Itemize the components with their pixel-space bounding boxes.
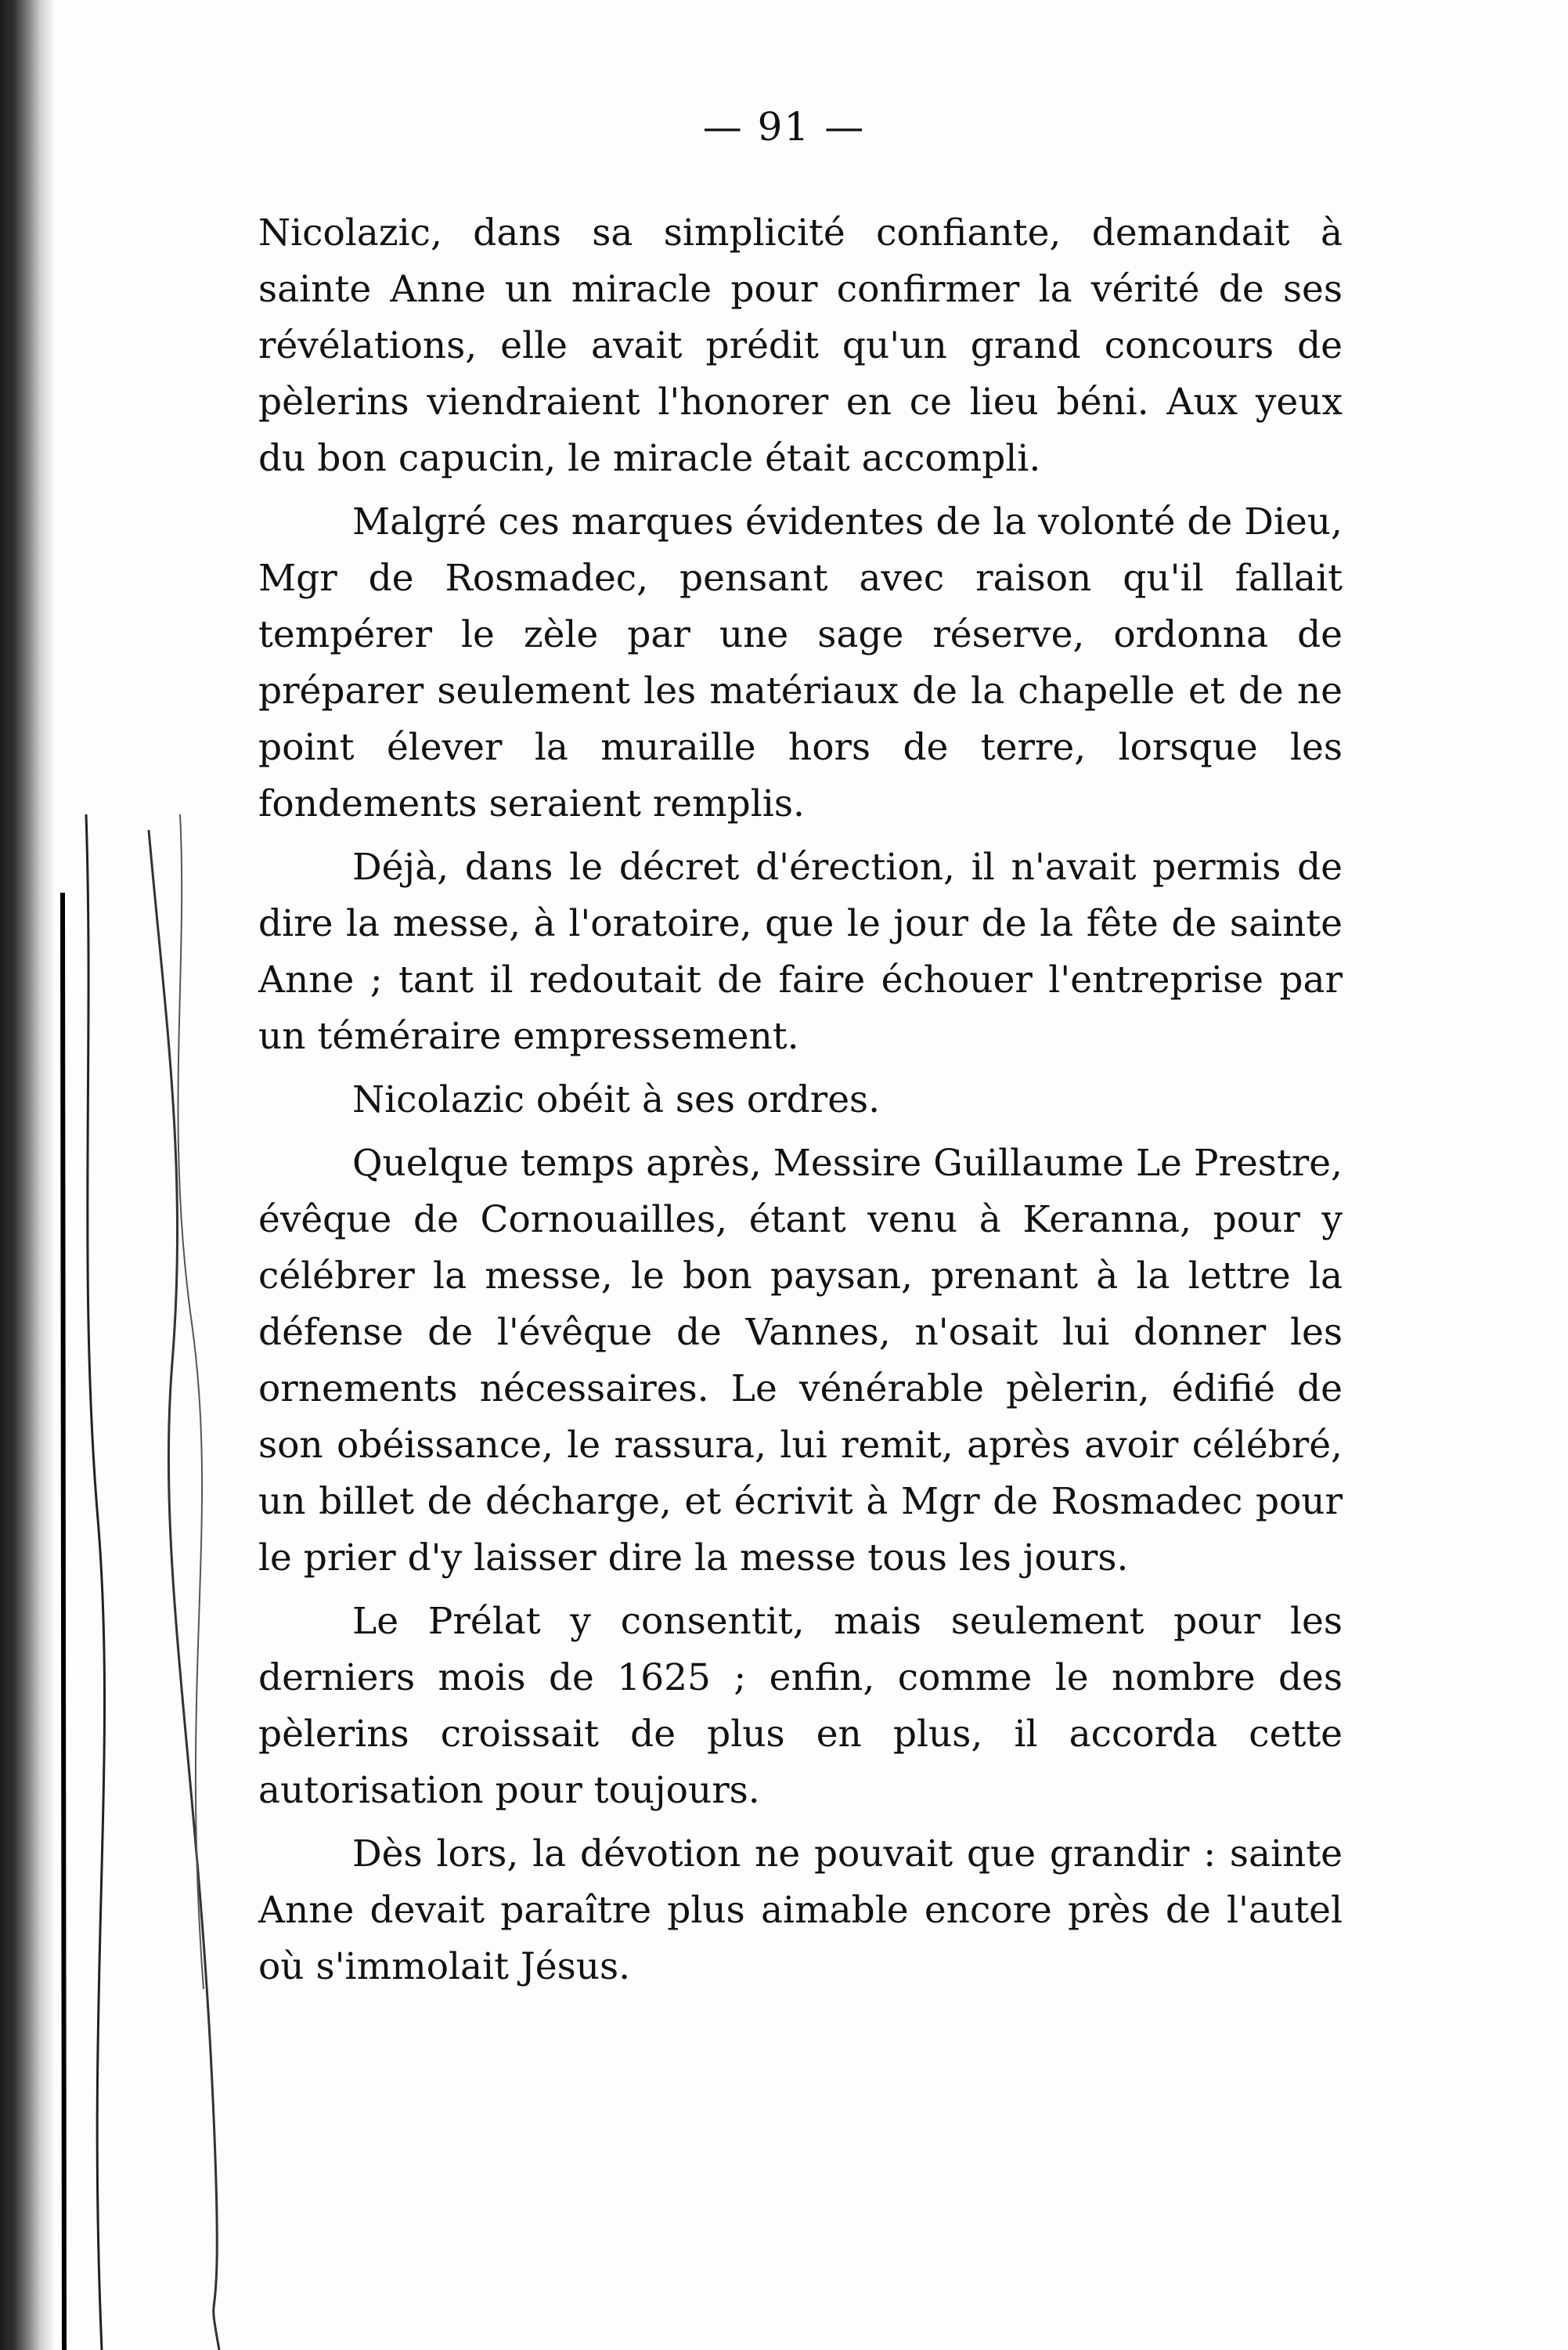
paragraph-4: Nicolazic obéit à ses ordres. — [352, 1078, 881, 1121]
binding-crease-lines — [55, 814, 235, 2350]
paragraph-6: Le Prélat y consentit, mais seulement pour les derniers mois de 1625 ; enfin, comme le nombre des pèlerins croissait de plus en plus, il accorda cette autorisation pour toujours. — [258, 1600, 1343, 1812]
paragraph-3: Déjà, dans le décret d'érection, il n'avait permis de dire la messe, à l'oratoire, que le jour de la fête de sainte Anne ; tant il redoutait de faire échouer l'entreprise par un téméraire empressement. — [258, 846, 1343, 1058]
paragraph-5: Quelque temps après, Messire Guillaume Le Prestre, évêque de Cornouailles, étant venu à Keranna, pour y célébrer la messe, le bon paysan, prenant à la lettre la défense de l'évêque de Vannes, n'osait lui donner les ornements nécessaires. Le vénérable pèlerin, édifié de son obéissance, le rassura, lui remit, après avoir célébré, un billet de décharge, et écrivit à Mgr de Rosmadec pour le prier d'y laisser dire la messe tous les jours. — [258, 1142, 1343, 1579]
page-number: — 91 — — [702, 104, 866, 150]
paragraph-2: Malgré ces marques évidentes de la volonté de Dieu, Mgr de Rosmadec, pensant avec raison qu'il fallait tempérer le zèle par une sage réserve, ordonna de préparer seulement les matériaux de la chapelle et de ne point élever la muraille hors de terre, lorsque les fondements seraient remplis. — [258, 500, 1343, 825]
body-text — [258, 205, 1343, 2002]
paragraph-7: Dès lors, la dévotion ne pouvait que grandir : sainte Anne devait paraître plus aimable encore près de l'autel où s'immolait Jésus. — [258, 1832, 1343, 1988]
paragraph-1: Nicolazic, dans sa simplicité confiante, demandait à sainte Anne un miracle pour confirmer la vérité de ses révélations, elle avait prédit qu'un grand concours de pèlerins viendraient l'honorer en ce lieu béni. Aux yeux du bon capucin, le miracle était accompli. — [258, 211, 1343, 480]
binding-shadow — [0, 0, 55, 2350]
